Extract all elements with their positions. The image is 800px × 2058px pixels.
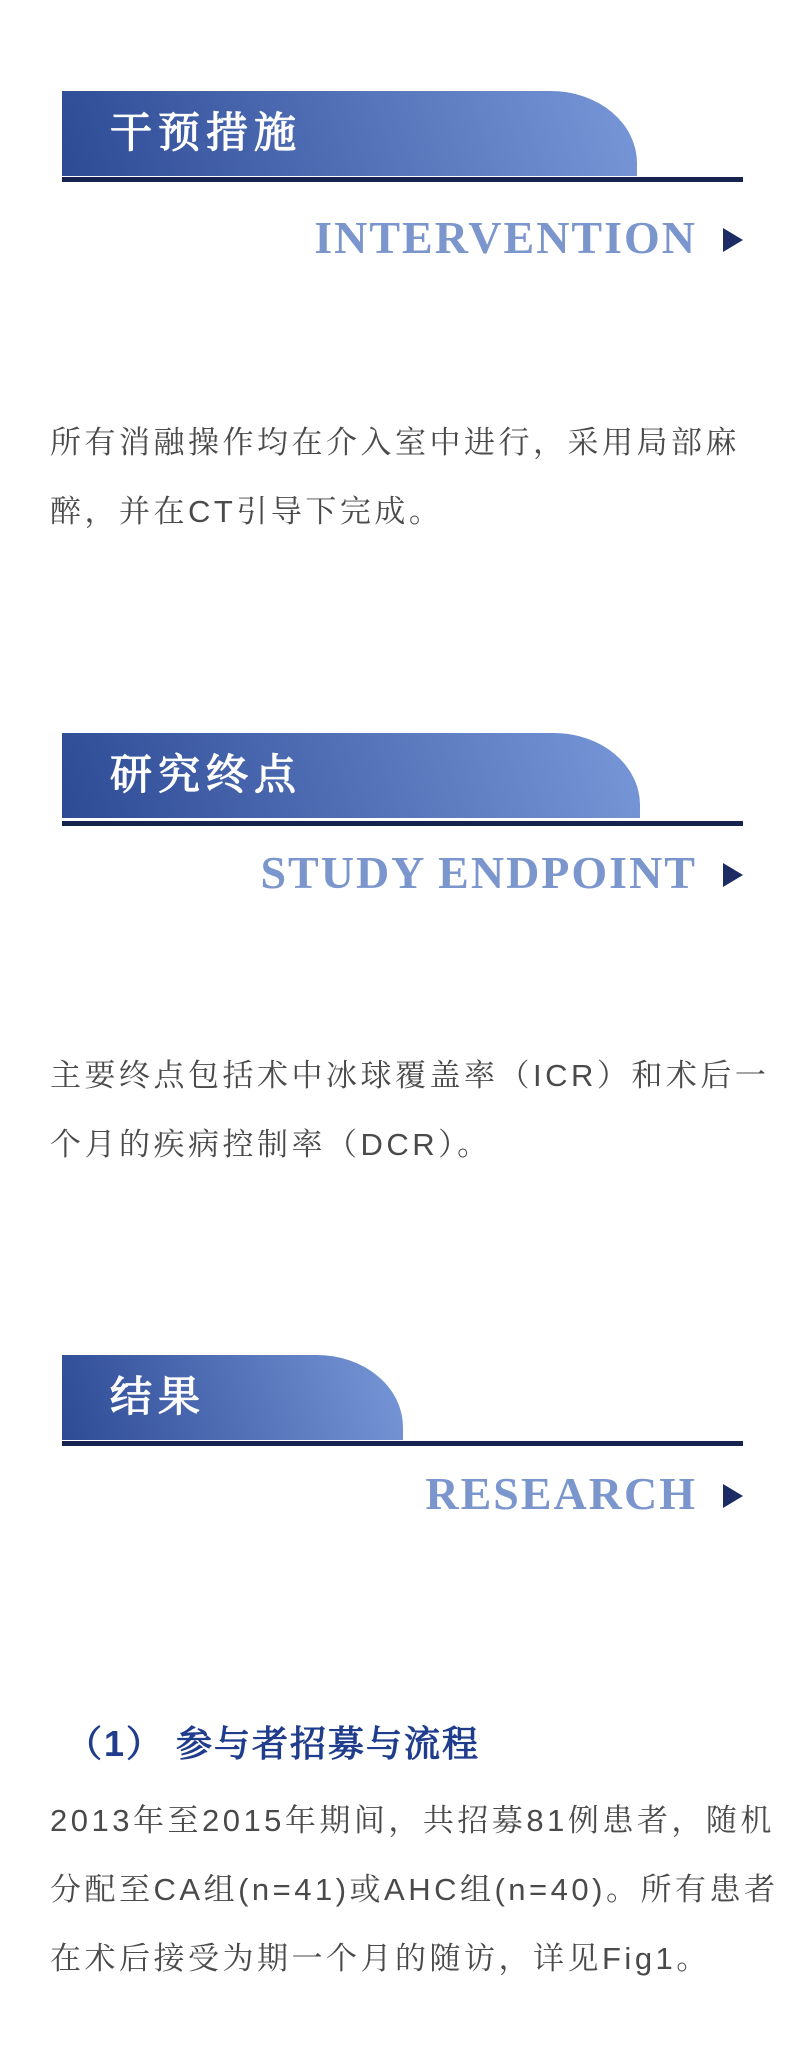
paragraph-intervention: [50, 408, 790, 546]
section-banner-intervention: [62, 91, 637, 176]
heading-en-text: INTERVENTION: [314, 212, 697, 263]
heading-en-text: RESEARCH: [425, 1468, 697, 1519]
double-rule-divider: [62, 177, 743, 182]
paragraph-line: 分配至CA组(n=41)或AHC组(n=40)。所有患者: [50, 1872, 779, 1907]
banner-title: 研究终点: [110, 752, 303, 799]
paragraph-line: 在术后接受为期一个月的随访，详见Fig1。: [50, 1941, 711, 1976]
paragraph-line: 2013年至2015年期间，共招募81例患者，随机: [50, 1803, 775, 1838]
paragraph-study-endpoint: [50, 1041, 790, 1179]
section-heading-en-research: [425, 1468, 743, 1519]
arrow-right-icon: [723, 228, 743, 252]
arrow-right-icon: [723, 1484, 743, 1508]
arrow-right-icon: [723, 863, 743, 887]
section-heading-en-intervention: [314, 212, 743, 263]
section-banner-study-endpoint: [62, 733, 640, 818]
paragraph-line: 个月的疾病控制率（DCR）。: [50, 1127, 492, 1162]
paragraph-line: 主要终点包括术中冰球覆盖率（ICR）和术后一: [50, 1058, 770, 1093]
banner-title: 结果: [110, 1374, 207, 1421]
paragraph-line: 所有消融操作均在介入室中进行，采用局部麻: [50, 425, 740, 460]
heading-en-text: STUDY ENDPOINT: [260, 847, 697, 898]
paragraph-results: [50, 1786, 790, 1993]
double-rule-divider: [62, 821, 743, 826]
section-banner-results: [62, 1355, 403, 1440]
banner-title: 干预措施: [110, 110, 303, 157]
double-rule-divider: [62, 1441, 743, 1446]
section-heading-en-study-endpoint: [260, 847, 743, 898]
subsection-title-participants: （1） 参与者招募与流程: [66, 1723, 481, 1764]
paragraph-line: 醉，并在CT引导下完成。: [50, 494, 444, 529]
